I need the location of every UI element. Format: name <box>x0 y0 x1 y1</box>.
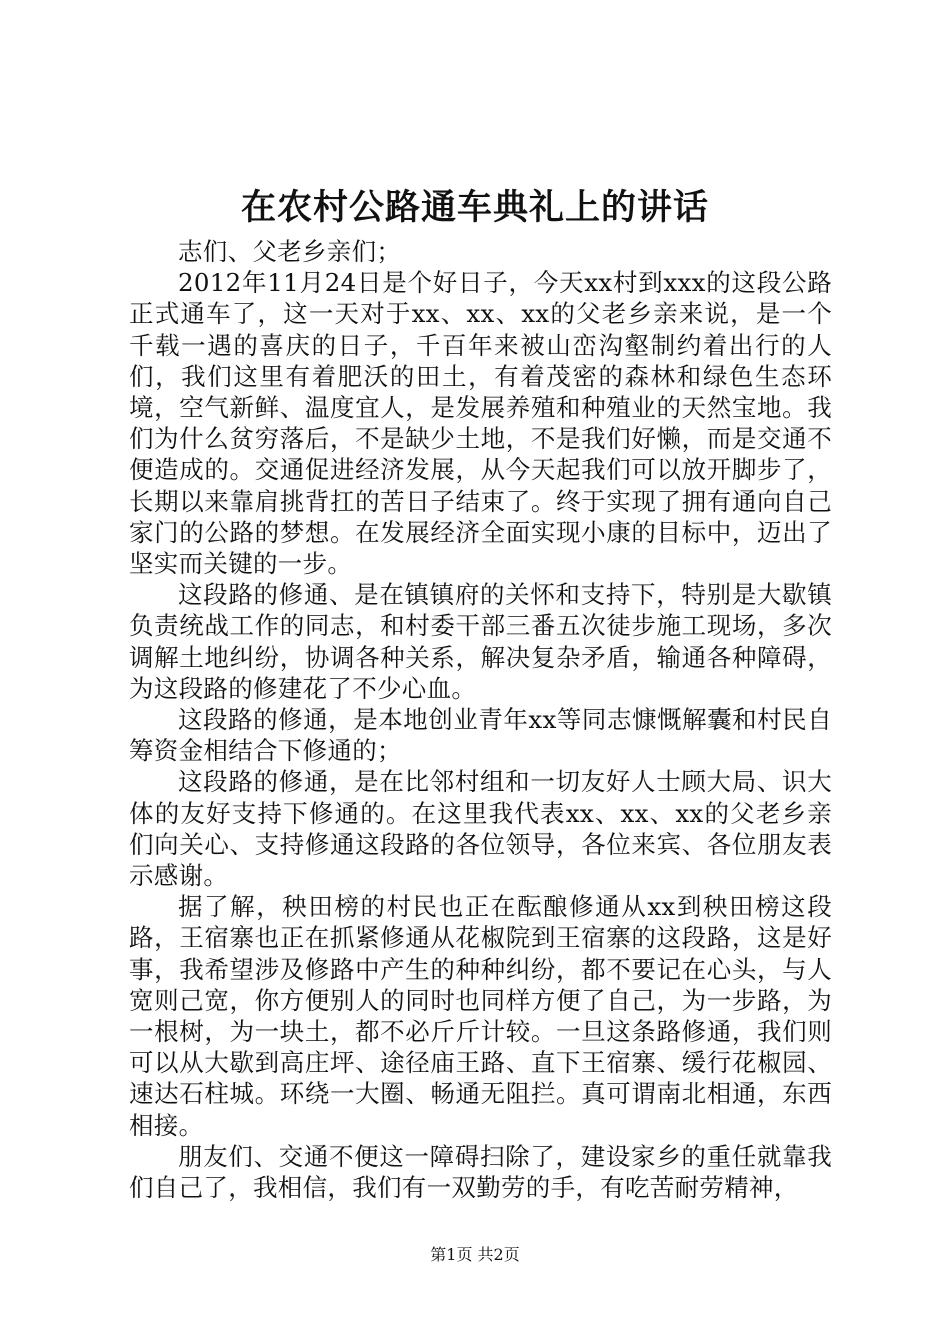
body-paragraph: 这段路的修通，是在比邻村组和一切友好人士顾大局、识大体的友好支持下修通的。在这里我代表xx、xx、xx的父老乡亲们向关心、支持修通这段路的各位领导，各位来宾、各位朋友表示感谢。 <box>129 767 832 891</box>
body-paragraph: 这段路的修通，是本地创业青年xx等同志慷慨解囊和村民自筹资金相结合下修通的； <box>129 705 832 766</box>
page-number-footer: 第1页 共2页 <box>430 1245 520 1264</box>
body-paragraph: 2012年11月24日是个好日子，今天xx村到xxx的这段公路正式通车了，这一天对于xx、xx、xx的父老乡亲来说，是一个千载一遇的喜庆的日子，千百年来被山峦沟壑制约着出行的人们，我们这里有着肥沃的田土，有着茂密的森林和绿色生态环境，空气新鲜、温度宜人，是发展养殖和种殖业的天然宝地。我们为什么贫穷落后，不是缺少土地，不是我们好懒，而是交通不便造成的。交通促进经济发展，从今天起我们可以放开脚步了，长期以来靠肩挑背扛的苦日子结束了。终于实现了拥有通向自己家门的公路的梦想。在发展经济全面实现小康的目标中，迈出了坚实而关键的一步。 <box>129 268 832 579</box>
document-title: 在农村公路通车典礼上的讲话 <box>240 187 709 228</box>
body-paragraph: 这段路的修通、是在镇镇府的关怀和支持下，特别是大歇镇负责统战工作的同志，和村委干部三番五次徒步施工现场，多次调解土地纠纷，协调各种关系，解决复杂矛盾，输通各种障碍，为这段路的修建花了不少心血。 <box>129 580 832 703</box>
document-body <box>129 236 832 1203</box>
body-paragraph: 朋友们、交通不便这一障碍扫除了，建设家乡的重任就靠我们自己了，我相信，我们有一双勤劳的手，有吃苦耐劳精神， <box>129 1141 832 1203</box>
salutation-paragraph: 志们、父老乡亲们； <box>178 237 402 266</box>
body-paragraph: 据了解，秧田榜的村民也正在酝酿修通从xx到秧田榜这段路，王宿寨也正在抓紧修通从花椒院到王宿寨的这段路，这是好事，我希望涉及修路中产生的种种纠纷，都不要记在心头，与人宽则己宽，你方便别人的同时也同样方便了自己，为一步路，为一根树，为一块土，都不必斤斤计较。一旦这条路修通，我们则可以从大歇到高庄坪、途径庙王路、直下王宿寨、缓行花椒园、速达石柱城。环绕一大圈、畅通无阻拦。真可谓南北相通，东西相接。 <box>129 892 832 1140</box>
